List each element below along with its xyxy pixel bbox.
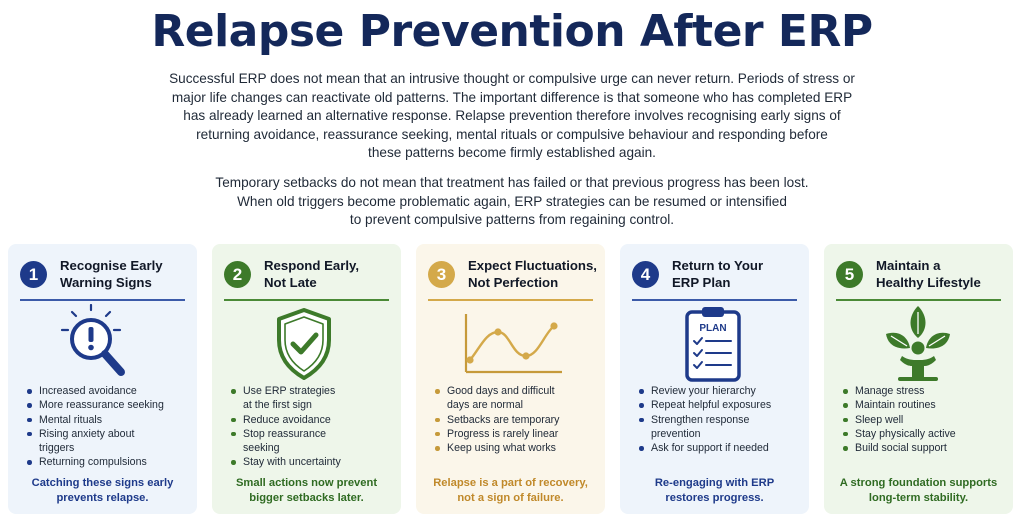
card-respond-early-not-late <box>212 244 401 514</box>
list-item <box>638 413 798 442</box>
card-return-to-erp-plan <box>620 244 809 514</box>
list-item <box>230 384 390 413</box>
plan-clipboard-icon <box>654 304 774 384</box>
card-title-line: Warning Signs <box>60 275 152 290</box>
card-footer-line: not a sign of failure. <box>457 492 564 504</box>
card-divider <box>20 299 185 301</box>
intro-line: Temporary setbacks do not mean that treatment has failed or that previous progress has been lost. <box>215 175 809 190</box>
card-divider <box>836 299 1001 301</box>
intro-line: these patterns become firmly established again. <box>368 145 656 161</box>
card-footer-line: prevents relapse. <box>56 492 149 504</box>
wave-line-chart-icon <box>450 304 570 384</box>
card-footer-line: Small actions now prevent <box>235 477 378 489</box>
intro-line: Successful ERP does not mean that an intrusive thought or compulsive urge can never return. Periods of stress or <box>169 71 855 86</box>
list-item-line: Strengthen response <box>651 413 750 426</box>
list-item: Mental rituals <box>26 413 186 427</box>
card-footer-line: restores progress. <box>665 492 764 504</box>
card-divider <box>224 299 389 301</box>
card-footer <box>14 476 191 506</box>
person-leaves-icon <box>858 304 978 384</box>
list-item: Stay physically active <box>842 427 1002 441</box>
shield-check-icon <box>246 304 366 384</box>
list-item: Increased avoidance <box>26 384 186 398</box>
list-item: Keep using what works <box>434 441 594 455</box>
card-footer-line: A strong foundation supports <box>839 477 998 489</box>
card-title <box>876 257 1011 291</box>
list-item-line: Use ERP strategies <box>243 385 336 397</box>
card-footer-line: Catching these signs early <box>31 477 174 489</box>
card-footer <box>830 476 1007 506</box>
list-item <box>230 427 390 456</box>
intro-line: to prevent compulsive patterns from regaining control. <box>349 212 675 228</box>
list-item-line: seeking <box>243 442 280 455</box>
intro-line: returning avoidance, reassurance seeking, mental rituals or compulsive behaviour and responding before <box>196 126 828 142</box>
card-expect-fluctuations <box>416 244 605 514</box>
card-title-line: Recognise Early <box>60 258 163 273</box>
card-footer-line: bigger setbacks later. <box>249 492 364 504</box>
card-header <box>224 257 392 293</box>
card-footer <box>218 476 395 506</box>
list-item-line: triggers <box>39 442 75 455</box>
plan-label: PLAN <box>699 323 727 334</box>
list-item-line: at the first sign <box>243 399 312 412</box>
list-item: Review your hierarchy <box>638 384 798 398</box>
step-number-badge: 1 <box>20 261 47 288</box>
list-item-line: Stop reassurance <box>243 427 327 440</box>
list-item <box>26 427 186 456</box>
card-title-line: Expect Fluctuations, <box>468 258 597 273</box>
card-divider <box>632 299 797 301</box>
step-number-badge: 2 <box>224 261 251 288</box>
list-item: Build social support <box>842 441 1002 455</box>
card-divider <box>428 299 593 301</box>
card-title-line: Maintain a <box>876 258 941 273</box>
list-item: Setbacks are temporary <box>434 413 594 427</box>
card-maintain-healthy-lifestyle <box>824 244 1013 514</box>
card-title <box>672 257 807 291</box>
list-item-line: Good days and difficult <box>447 385 555 397</box>
intro-paragraph-1 <box>120 70 904 163</box>
intro-line: major life changes can reactivate old patterns. The important difference is that someone who has completed ERP <box>171 89 853 105</box>
page-title: Relapse Prevention After ERP <box>151 6 873 57</box>
card-footer <box>422 476 599 506</box>
bullet-list <box>434 384 594 455</box>
list-item: Sleep well <box>842 413 1002 427</box>
card-header <box>428 257 596 293</box>
card-header <box>836 257 1004 293</box>
bullet-list <box>842 384 1002 455</box>
list-item: Repeat helpful exposures <box>638 398 798 412</box>
card-title-line: Return to Your <box>672 258 764 273</box>
list-item <box>434 384 594 413</box>
intro-line: has already learned an alternative response. Relapse prevention therefore involves recognising early signs of <box>183 108 841 124</box>
card-title-line: Respond Early, <box>264 258 360 273</box>
card-header <box>632 257 800 293</box>
card-footer-line: Relapse is a part of recovery, <box>433 477 588 489</box>
bullet-list <box>26 384 186 470</box>
bullet-list <box>230 384 390 470</box>
list-item: More reassurance seeking <box>26 398 186 412</box>
exclamation-magnifier-icon <box>42 304 162 384</box>
card-title-line: Not Late <box>264 275 317 290</box>
list-item-line: prevention <box>651 427 701 440</box>
list-item: Stay with uncertainty <box>230 455 390 469</box>
card-title-line: Healthy Lifestyle <box>876 275 981 290</box>
cards-row <box>8 244 1016 514</box>
bullet-list <box>638 384 798 455</box>
card-title-line: ERP Plan <box>672 275 731 290</box>
card-header <box>20 257 188 293</box>
list-item-line: Rising anxiety about <box>39 427 135 440</box>
step-number-badge: 5 <box>836 261 863 288</box>
intro-line: When old triggers become problematic again, ERP strategies can be resumed or intensified <box>237 193 787 209</box>
card-title <box>264 257 399 291</box>
card-recognise-early-warning-signs <box>8 244 197 514</box>
card-footer <box>626 476 803 506</box>
step-number-badge: 3 <box>428 261 455 288</box>
card-title <box>468 257 603 291</box>
card-footer-line: Re-engaging with ERP <box>654 477 775 489</box>
list-item: Progress is rarely linear <box>434 427 594 441</box>
step-number-badge: 4 <box>632 261 659 288</box>
list-item: Returning compulsions <box>26 455 186 469</box>
card-title <box>60 257 195 291</box>
intro-paragraph-2 <box>120 174 904 230</box>
list-item-line: days are normal <box>447 399 523 412</box>
list-item: Ask for support if needed <box>638 441 798 455</box>
list-item: Manage stress <box>842 384 1002 398</box>
card-title-line: Not Perfection <box>468 275 559 290</box>
list-item: Maintain routines <box>842 398 1002 412</box>
list-item: Reduce avoidance <box>230 413 390 427</box>
card-footer-line: long-term stability. <box>868 492 969 504</box>
